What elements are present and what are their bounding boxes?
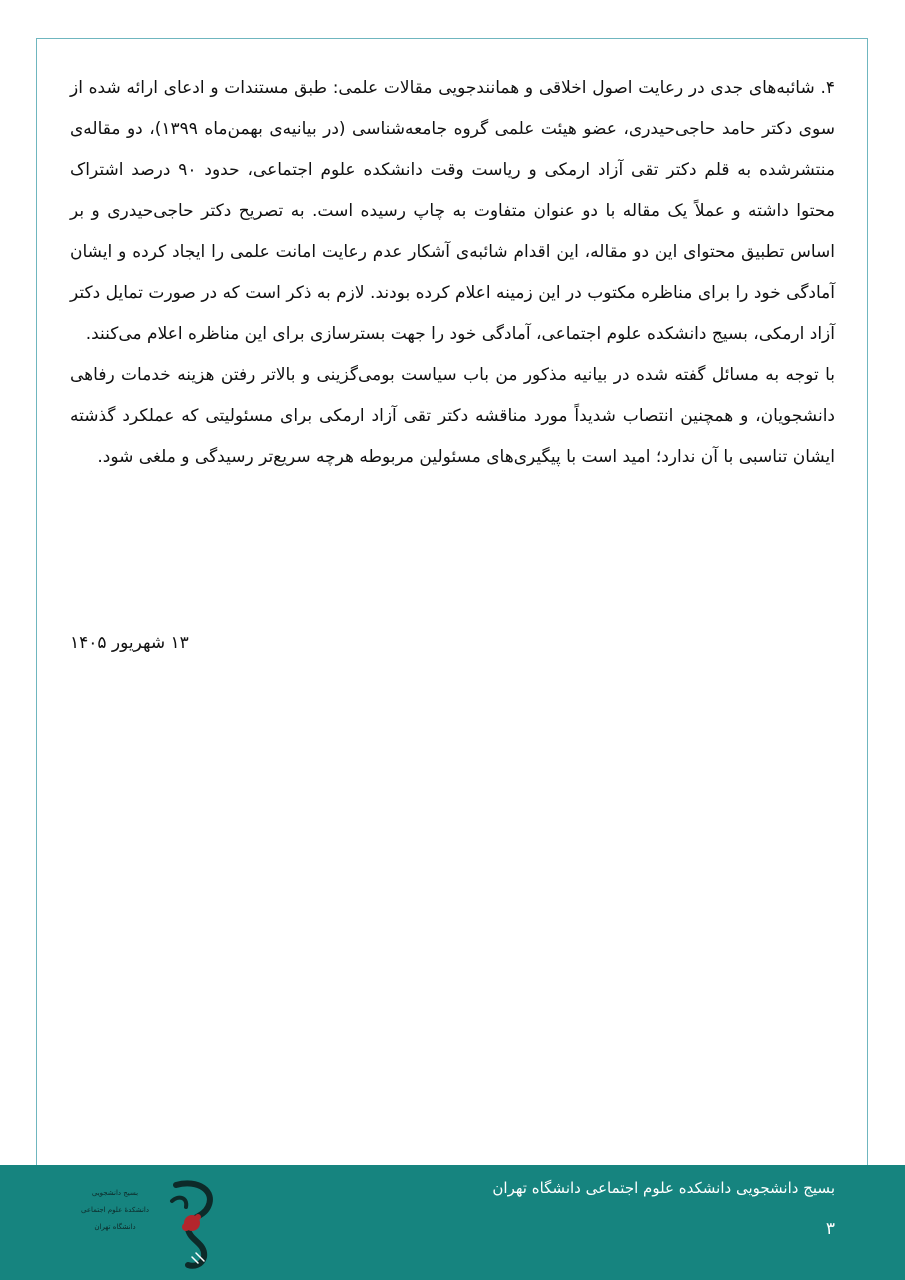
basij-calligraphy-logo-icon (158, 1177, 220, 1269)
document-date: ۱۳ شهریور ۱۴۰۵ (70, 633, 189, 653)
document-body (70, 68, 835, 478)
page-number: ۳ (825, 1219, 835, 1239)
paragraph-academic-ethics: ۴. شائبه‌های جدی در رعایت اصول اخلاقی و همانندجویی مقالات علمی: طبق مستندات و ادعای ارائه شده از سوی دکتر حامد حاجی‌حیدری، عضو هیئت علمی گروه جامعه‌شناسی (در بیانیه‌ی بهمن‌ماه ۱۳۹۹)، دو مقاله‌ی منتشرشده به قلم دکتر تقی آزاد ارمکی و ریاست وقت دانشکده علوم اجتماعی، حدود ۹۰ درصد اشتراک محتوا داشته و عملاً یک مقاله با دو عنوان متفاوت به چاپ رسیده است. به تصریح دکتر حاجی‌حیدری و بر اساس تطبیق محتوای این دو مقاله، این اقدام شائبه‌ی آشکار عدم رعایت امانت علمی را ایجاد کرده و ایشان آمادگی خود را برای مناظره مکتوب در این زمینه اعلام کرده بودند. لازم به ذکر است که در صورت تمایل دکتر آزاد ارمکی، بسیج دانشکده علوم اجتماعی، آمادگی خود را جهت بسترسازی برای این مناظره اعلام می‌کنند. (70, 78, 835, 344)
logo-text-line-2: دانشکدهٔ علوم اجتماعی (81, 1206, 149, 1214)
footer-organization-title: بسیج دانشجویی دانشکده علوم اجتماعی دانشگاه تهران (492, 1179, 835, 1197)
page-footer (0, 1165, 905, 1280)
logo-text-line-1: بسیج دانشجویی (91, 1189, 139, 1197)
organization-logo (74, 1177, 222, 1269)
paragraph-conclusion: با توجه به مسائل گفته شده در بیانیه مذکور من باب سیاست بومی‌گزینی و بالاتر رفتن هزینه خدمات رفاهی دانشجویان، و همچنین انتصاب شدیداً مورد مناقشه دکتر تقی آزاد ارمکی برای مسئولیتی که عملکرد گذشته ایشان تناسبی با آن ندارد؛ امید است با پیگیری‌های مسئولین مربوطه هرچه سریع‌تر رسیدگی و ملغی شود. (70, 365, 835, 467)
logo-text-block (74, 1185, 156, 1236)
logo-text-line-3: دانشگاه تهران (94, 1223, 136, 1231)
